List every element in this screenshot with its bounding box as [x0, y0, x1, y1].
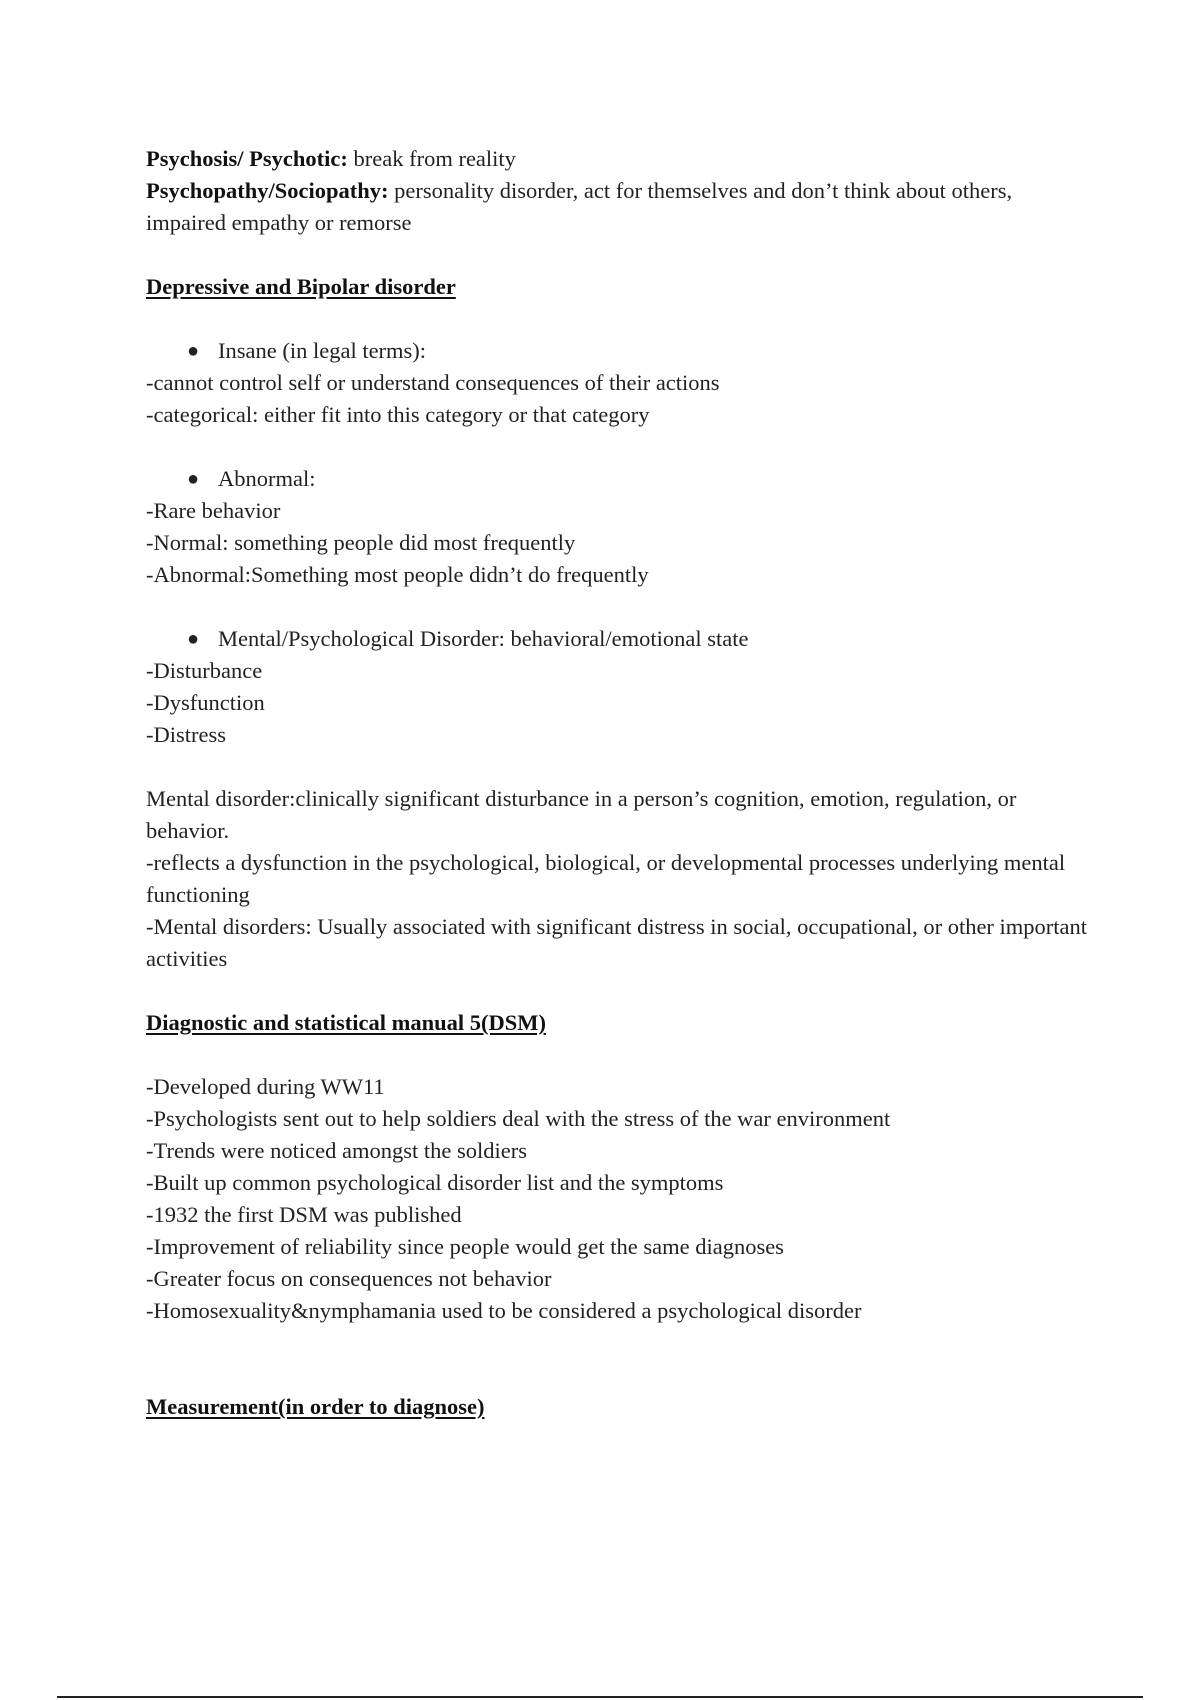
bullet-dot-icon: ●	[187, 628, 200, 650]
note-line: -categorical: either fit into this category or that category	[146, 402, 650, 427]
bullet-label: Mental/Psychological Disorder: behavioral/emotional state	[218, 626, 749, 651]
definition-psychosis	[146, 143, 1096, 175]
paragraph-line: -Mental disorders: Usually associated with significant distress in social, occupational, or other important activities	[146, 914, 1088, 971]
bullet-item-mental-disorder	[146, 623, 1096, 655]
section-heading-depressive-bipolar: Depressive and Bipolar disorder	[146, 274, 456, 299]
note-line: -Rare behavior	[146, 498, 281, 523]
note-line: -Psychologists sent out to help soldiers deal with the stress of the war environment	[146, 1106, 891, 1131]
note-line: -Dysfunction	[146, 690, 265, 715]
bullet-label: Insane (in legal terms):	[218, 338, 427, 363]
bullet-label: Abnormal:	[218, 466, 316, 491]
note-line: -1932 the first DSM was published	[146, 1202, 462, 1227]
paragraph-line: -reflects a dysfunction in the psychological, biological, or developmental processes underlying mental functioning	[146, 850, 1066, 907]
paragraph-line: Mental disorder:clinically significant disturbance in a person’s cognition, emotion, regulation, or behavior.	[146, 786, 1017, 843]
note-line: -Built up common psychological disorder list and the symptoms	[146, 1170, 724, 1195]
note-line: -Normal: something people did most frequently	[146, 530, 576, 555]
definition-term: Psychosis/ Psychotic:	[146, 146, 348, 171]
note-line: -Abnormal:Something most people didn’t do frequently	[146, 562, 649, 587]
definition-text: personality disorder, act for themselves and don’t think about others, impaired empathy or remorse	[146, 178, 1013, 235]
note-line: -cannot control self or understand consequences of their actions	[146, 370, 720, 395]
bullet-dot-icon: ●	[187, 468, 200, 490]
note-line: -Trends were noticed amongst the soldiers	[146, 1138, 527, 1163]
definition-psychopathy	[146, 175, 1096, 239]
note-line: -Greater focus on consequences not behavior	[146, 1266, 552, 1291]
section-heading-dsm: Diagnostic and statistical manual 5(DSM)	[146, 1010, 547, 1035]
section-heading-measurement: Measurement(in order to diagnose)	[146, 1394, 485, 1419]
note-line: -Improvement of reliability since people would get the same diagnoses	[146, 1234, 784, 1259]
note-line: -Developed during WW11	[146, 1074, 385, 1099]
definition-term: Psychopathy/Sociopathy:	[146, 178, 389, 203]
bullet-dot-icon: ●	[187, 340, 200, 362]
bullet-item-insane	[146, 335, 1096, 367]
note-line: -Distress	[146, 722, 226, 747]
note-line: -Disturbance	[146, 658, 263, 683]
document-page	[146, 143, 1096, 1423]
note-line: -Homosexuality&nymphamania used to be considered a psychological disorder	[146, 1298, 862, 1323]
definition-text: break from reality	[347, 146, 516, 171]
bullet-item-abnormal	[146, 463, 1096, 495]
page-footer-divider	[57, 1696, 1143, 1698]
